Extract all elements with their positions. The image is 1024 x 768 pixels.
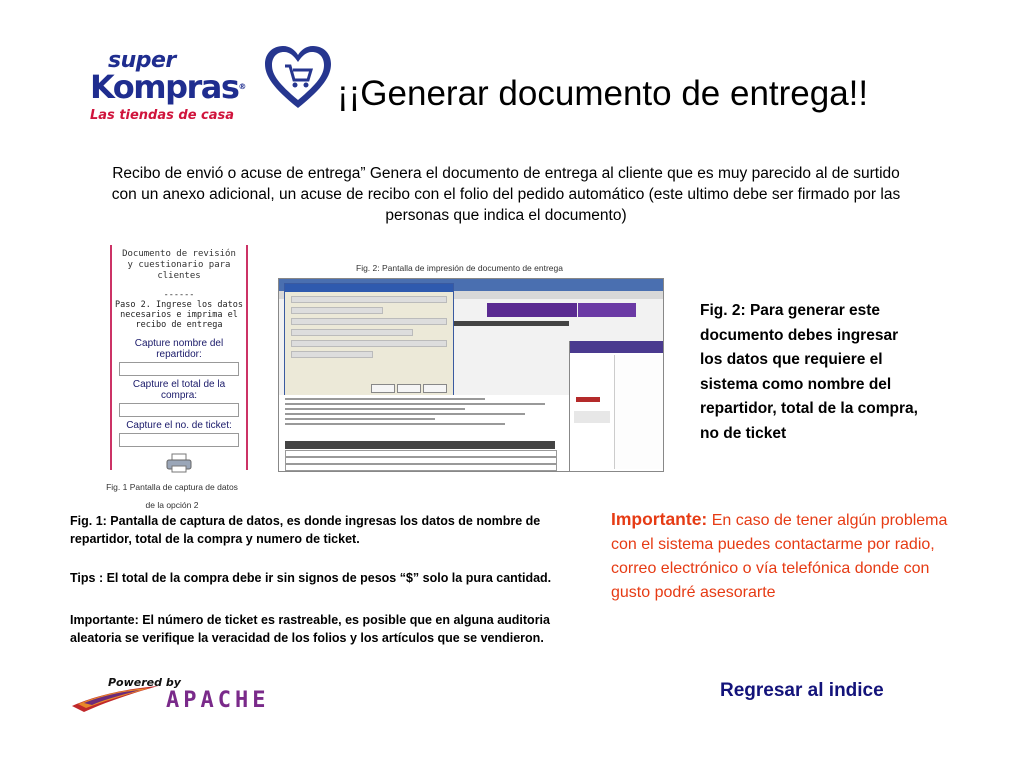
powered-by-apache-badge — [70, 676, 340, 714]
fig1-total-field — [119, 403, 239, 417]
fig1-heading-1: Documento de revisión — [122, 249, 236, 259]
print-dialog-image — [284, 283, 454, 397]
fig1-total-label-2: compra: — [160, 390, 198, 401]
fig1-ticket-label: Capture el no. de ticket: — [126, 420, 232, 431]
important-text: En caso de tener algún problema con el sistema puedes contactarme por radio, correo electrónico o vía telefónica donde con gusto podré asesorarte — [611, 512, 948, 601]
apache-wordmark: APACHE — [166, 688, 270, 713]
printer-icon — [165, 453, 193, 473]
fig1-ticket-field — [119, 433, 239, 447]
fig1-driver-label-1: Capture nombre del — [134, 338, 224, 349]
back-to-index-link[interactable]: Regresar al indice — [720, 680, 884, 701]
fig1-caption-line-2: de la opción 2 — [145, 500, 199, 510]
fig1-step-1: Paso 2. Ingrese los datos — [115, 300, 243, 310]
fig1-caption — [92, 478, 252, 514]
fig1-total-label-1: Capture el total de la — [132, 379, 226, 390]
fig1-heading-2: y cuestionario para clientes — [127, 260, 231, 281]
powered-by-text: Powered by — [108, 676, 181, 689]
logo-kompras-text — [90, 68, 260, 106]
logo-kompras-word: Kompras — [90, 68, 239, 106]
heart-cart-icon — [263, 44, 333, 112]
fig1-caption-line-1: Fig. 1 Pantalla de captura de datos — [106, 482, 238, 492]
fig1-driver-label-2: repartidor: — [156, 349, 202, 360]
important-contact-box — [611, 507, 956, 605]
logo-registered-mark: ® — [238, 82, 245, 91]
fig1-driver-field — [119, 362, 239, 376]
intro-paragraph: Recibo de envió o acuse de entrega” Genera el documento de entrega al cliente que es muy parecido al de surtido con un anexo adicional, un acuse de recibo con el folio del pedido automático (este ultimo debe ser firmado por las personas que indica el documento) — [111, 165, 901, 224]
logo-tagline: Las tiendas de casa — [90, 108, 235, 123]
fig1-description: Fig. 1: Pantalla de captura de datos, es donde ingresas los datos de nombre de repartidor, total de la compra y numero de ticket. — [70, 514, 541, 546]
important-ticket-text: Importante: El número de ticket es rastreable, es posible que en alguna auditoria aleatoria se verifique la veracidad de los folios y los artículos que se vendieron. — [70, 613, 550, 645]
page-title: ¡¡Generar documento de entrega!! — [337, 74, 869, 113]
fig2-caption: Fig. 2: Pantalla de impresión de documento de entrega — [356, 263, 563, 273]
super-kompras-logo — [90, 50, 260, 125]
logo-super-text: super — [108, 48, 176, 73]
side-panel-image — [569, 341, 664, 471]
fig2-screenshot — [278, 278, 664, 472]
fig2-description: Fig. 2: Para generar este documento debes ingresar los datos que requiere el sistema como nombre del repartidor, total de la compra, no de ticket — [700, 302, 918, 442]
fig1-dashes: ------ — [163, 290, 195, 300]
fig1-step-2: necesarios e imprima el — [120, 310, 238, 320]
fig1-step-3: recibo de entrega — [135, 320, 223, 330]
fig1-screenshot — [110, 245, 248, 470]
tips-text: Tips : El total de la compra debe ir sin signos de pesos “$” solo la pura cantidad. — [70, 571, 552, 585]
important-label: Importante: — [611, 509, 708, 529]
